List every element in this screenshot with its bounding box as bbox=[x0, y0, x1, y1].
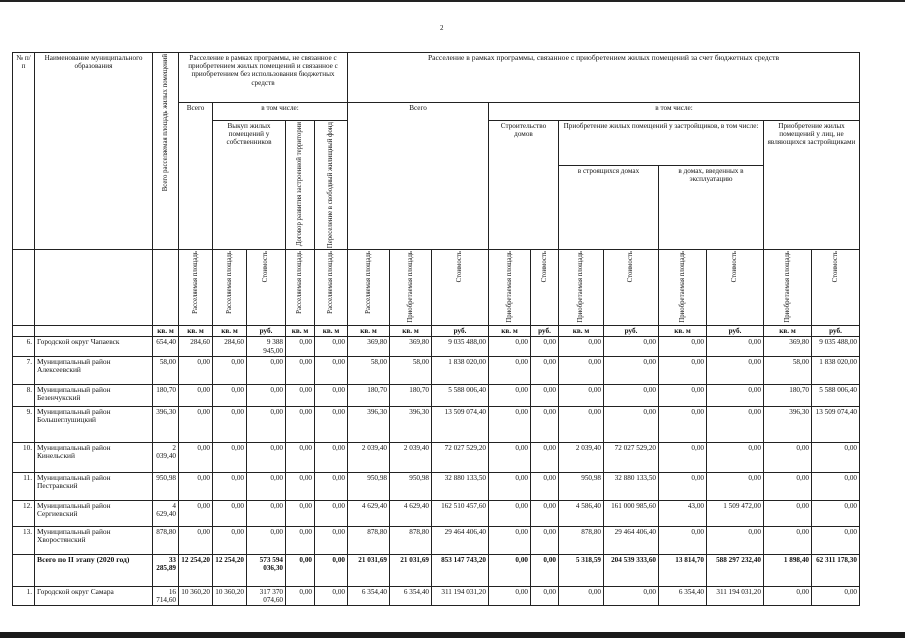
value-cell: 0,00 bbox=[531, 500, 559, 526]
value-cell: 0,00 bbox=[659, 442, 707, 472]
table-row bbox=[13, 526, 860, 554]
value-cell: 72 027 529,20 bbox=[432, 442, 489, 472]
sub-cost-5: Стоимость bbox=[707, 250, 764, 326]
unit-cell: руб. bbox=[432, 326, 489, 337]
value-cell: 0,00 bbox=[659, 356, 707, 384]
sub-cost-3: Стоимость bbox=[531, 250, 559, 326]
sub-resettled-4: Расселяемая площадь bbox=[315, 250, 348, 326]
value-cell: 369,80 bbox=[764, 337, 812, 356]
value-cell: 0,00 bbox=[559, 356, 604, 384]
value-cell: 0,00 bbox=[604, 586, 659, 605]
row-number: 13. bbox=[13, 526, 35, 554]
value-cell: 29 464 406,40 bbox=[432, 526, 489, 554]
unit-cell: кв. м bbox=[489, 326, 531, 337]
row-number: 7. bbox=[13, 356, 35, 384]
value-cell: 0,00 bbox=[812, 526, 860, 554]
value-cell: 0,00 bbox=[247, 384, 286, 406]
value-cell: 0,00 bbox=[764, 472, 812, 500]
table-row bbox=[13, 356, 860, 384]
value-cell: 0,00 bbox=[286, 337, 315, 356]
value-cell: 0,00 bbox=[315, 356, 348, 384]
value-cell: 0,00 bbox=[315, 472, 348, 500]
table-row bbox=[13, 586, 860, 605]
value-cell: 0,00 bbox=[812, 586, 860, 605]
header-including-2: в том числе: bbox=[489, 103, 860, 121]
value-cell: 0,00 bbox=[213, 356, 247, 384]
value-cell: 0,00 bbox=[659, 337, 707, 356]
value-cell: 2 039,40 bbox=[348, 442, 390, 472]
scan-edge-bottom bbox=[0, 632, 905, 638]
sub-cost-6: Стоимость bbox=[812, 250, 860, 326]
value-cell: 0,00 bbox=[247, 442, 286, 472]
municipality-name: Муниципальный район Хворостянский bbox=[35, 526, 153, 554]
value-cell: 588 297 232,40 bbox=[707, 554, 764, 586]
value-cell: 21 031,69 bbox=[348, 554, 390, 586]
value-cell: 13 509 074,40 bbox=[432, 406, 489, 442]
value-cell: 0,00 bbox=[659, 406, 707, 442]
value-cell: 0,00 bbox=[213, 442, 247, 472]
value-cell: 878,80 bbox=[390, 526, 432, 554]
value-cell: 1 509 472,00 bbox=[707, 500, 764, 526]
value-cell: 0,00 bbox=[531, 554, 559, 586]
table-row bbox=[13, 337, 860, 356]
sub-cost-4: Стоимость bbox=[604, 250, 659, 326]
row-number bbox=[13, 554, 35, 586]
value-cell: 0,00 bbox=[604, 406, 659, 442]
value-cell: 0,00 bbox=[286, 356, 315, 384]
table-row bbox=[13, 554, 860, 586]
municipality-name: Всего по II этапу (2020 год) bbox=[35, 554, 153, 586]
header-total-1: Всего bbox=[179, 103, 213, 250]
value-cell: 0,00 bbox=[531, 526, 559, 554]
value-cell: 0,00 bbox=[707, 356, 764, 384]
value-cell: 0,00 bbox=[213, 500, 247, 526]
value-cell: 0,00 bbox=[247, 472, 286, 500]
value-cell: 6 354,40 bbox=[348, 586, 390, 605]
units-row bbox=[13, 326, 860, 337]
value-cell: 0,00 bbox=[315, 406, 348, 442]
value-cell: 1 898,40 bbox=[764, 554, 812, 586]
header-free-fund: Переселение в свободный жилищный фонд bbox=[315, 121, 348, 250]
value-cell: 0,00 bbox=[286, 384, 315, 406]
sub-acquired-3: Приобретаемая площадь bbox=[559, 250, 604, 326]
value-cell: 180,70 bbox=[764, 384, 812, 406]
value-cell: 0,00 bbox=[812, 472, 860, 500]
header-group-budget: Расселение в рамках программы, связанное с приобретением жилых помещений за счет бюджетных средств bbox=[348, 53, 860, 103]
value-cell: 0,00 bbox=[286, 406, 315, 442]
value-cell: 4 629,40 bbox=[153, 500, 179, 526]
value-cell: 180,70 bbox=[348, 384, 390, 406]
value-cell: 1 838 020,00 bbox=[432, 356, 489, 384]
sub-acquired-4: Приобретаемая площадь bbox=[659, 250, 707, 326]
table-row bbox=[13, 500, 860, 526]
value-cell: 0,00 bbox=[559, 384, 604, 406]
value-cell: 58,00 bbox=[390, 356, 432, 384]
unit-cell: кв. м bbox=[559, 326, 604, 337]
value-cell: 317 370 074,60 bbox=[247, 586, 286, 605]
table-body bbox=[13, 337, 860, 606]
value-cell: 878,80 bbox=[153, 526, 179, 554]
page-number: 2 bbox=[440, 24, 444, 32]
value-cell: 0,00 bbox=[489, 442, 531, 472]
unit-cell: руб. bbox=[531, 326, 559, 337]
header-name: Наименование муниципального образования bbox=[35, 53, 153, 250]
value-cell: 0,00 bbox=[213, 472, 247, 500]
value-cell: 396,30 bbox=[390, 406, 432, 442]
sub-cost-1: Стоимость bbox=[247, 250, 286, 326]
sub-resettled-1: Расселяемая площадь bbox=[179, 250, 213, 326]
value-cell: 2 039,40 bbox=[390, 442, 432, 472]
value-cell: 1 838 020,00 bbox=[812, 356, 860, 384]
sub-acquired-2: Приобретаемая площадь bbox=[489, 250, 531, 326]
value-cell: 0,00 bbox=[489, 406, 531, 442]
value-cell: 0,00 bbox=[559, 337, 604, 356]
value-cell: 284,60 bbox=[179, 337, 213, 356]
value-cell: 58,00 bbox=[348, 356, 390, 384]
row-number: 12. bbox=[13, 500, 35, 526]
table-row bbox=[13, 384, 860, 406]
header-acq-non-developers: Приобретение жилых помещений у лиц, не являющихся застройщиками bbox=[764, 121, 860, 250]
value-cell: 0,00 bbox=[179, 472, 213, 500]
value-cell: 0,00 bbox=[604, 356, 659, 384]
sub-resettled-5: Расселяемая площадь bbox=[348, 250, 390, 326]
value-cell: 4 629,40 bbox=[390, 500, 432, 526]
value-cell: 5 588 006,40 bbox=[432, 384, 489, 406]
header-dev-contract: Договор развития застроенной территории bbox=[286, 121, 315, 250]
municipality-name: Муниципальный район Безенчукский bbox=[35, 384, 153, 406]
sub-cost-2: Стоимость bbox=[432, 250, 489, 326]
row-number: 11. bbox=[13, 472, 35, 500]
header-in-construction: в строящихся домах bbox=[559, 165, 659, 250]
value-cell: 0,00 bbox=[213, 526, 247, 554]
sub-resettled-2: Расселяемая площадь bbox=[213, 250, 247, 326]
value-cell: 0,00 bbox=[707, 526, 764, 554]
value-cell: 0,00 bbox=[659, 526, 707, 554]
unit-cell: кв. м bbox=[315, 326, 348, 337]
row-number: 9. bbox=[13, 406, 35, 442]
value-cell: 0,00 bbox=[531, 356, 559, 384]
municipality-name: Муниципальный район Кинельский bbox=[35, 442, 153, 472]
value-cell: 12 254,20 bbox=[213, 554, 247, 586]
value-cell: 0,00 bbox=[707, 442, 764, 472]
unit-cell: кв. м bbox=[348, 326, 390, 337]
value-cell: 12 254,20 bbox=[179, 554, 213, 586]
value-cell: 0,00 bbox=[489, 337, 531, 356]
value-cell: 0,00 bbox=[315, 526, 348, 554]
value-cell: 9 035 488,00 bbox=[432, 337, 489, 356]
sub-resettled-3: Расселяемая площадь bbox=[286, 250, 315, 326]
unit-cell: руб. bbox=[812, 326, 860, 337]
value-cell: 0,00 bbox=[489, 472, 531, 500]
municipality-name: Городской округ Чапаевск bbox=[35, 337, 153, 356]
value-cell: 0,00 bbox=[531, 586, 559, 605]
value-cell: 0,00 bbox=[315, 500, 348, 526]
value-cell: 33 285,89 bbox=[153, 554, 179, 586]
header-group-no-acquisition: Расселение в рамках программы, не связанное с приобретением жилых помещений и связанное с приобретением без использования бюджетных средств bbox=[179, 53, 348, 103]
row-number: 6. bbox=[13, 337, 35, 356]
value-cell: 2 039,40 bbox=[153, 442, 179, 472]
table-row bbox=[13, 472, 860, 500]
value-cell: 369,80 bbox=[390, 337, 432, 356]
value-cell: 10 360,20 bbox=[213, 586, 247, 605]
value-cell: 0,00 bbox=[286, 586, 315, 605]
value-cell: 0,00 bbox=[179, 442, 213, 472]
header-buyout: Выкуп жилых помещений у собственников bbox=[213, 121, 286, 250]
value-cell: 0,00 bbox=[764, 526, 812, 554]
value-cell: 10 360,20 bbox=[179, 586, 213, 605]
value-cell: 0,00 bbox=[764, 586, 812, 605]
unit-cell: кв. м bbox=[213, 326, 247, 337]
value-cell: 13 814,70 bbox=[659, 554, 707, 586]
value-cell: 0,00 bbox=[531, 337, 559, 356]
value-cell: 62 311 178,30 bbox=[812, 554, 860, 586]
value-cell: 43,00 bbox=[659, 500, 707, 526]
value-cell: 32 880 133,50 bbox=[604, 472, 659, 500]
header-acq-developers: Приобретение жилых помещений у застройщиков, в том числе: bbox=[559, 121, 764, 166]
value-cell: 950,98 bbox=[153, 472, 179, 500]
row-number: 8. bbox=[13, 384, 35, 406]
value-cell: 58,00 bbox=[153, 356, 179, 384]
value-cell: 950,98 bbox=[559, 472, 604, 500]
value-cell: 0,00 bbox=[659, 472, 707, 500]
value-cell: 0,00 bbox=[707, 406, 764, 442]
value-cell: 878,80 bbox=[559, 526, 604, 554]
value-cell: 0,00 bbox=[213, 384, 247, 406]
value-cell: 0,00 bbox=[315, 337, 348, 356]
value-cell: 5 318,59 bbox=[559, 554, 604, 586]
value-cell: 180,70 bbox=[390, 384, 432, 406]
value-cell: 9 035 488,00 bbox=[812, 337, 860, 356]
value-cell: 0,00 bbox=[531, 472, 559, 500]
value-cell: 0,00 bbox=[286, 500, 315, 526]
header-no: № п/п bbox=[13, 53, 35, 250]
value-cell: 950,98 bbox=[348, 472, 390, 500]
value-cell: 0,00 bbox=[315, 586, 348, 605]
value-cell: 204 539 333,60 bbox=[604, 554, 659, 586]
value-cell: 180,70 bbox=[153, 384, 179, 406]
header-in-operational: в домах, введенных в эксплуатацию bbox=[659, 165, 764, 250]
value-cell: 6 354,40 bbox=[390, 586, 432, 605]
value-cell: 311 194 031,20 bbox=[432, 586, 489, 605]
value-cell: 0,00 bbox=[489, 586, 531, 605]
unit-cell: руб. bbox=[604, 326, 659, 337]
unit-cell: руб. bbox=[247, 326, 286, 337]
value-cell: 284,60 bbox=[213, 337, 247, 356]
value-cell: 0,00 bbox=[247, 356, 286, 384]
value-cell: 0,00 bbox=[247, 526, 286, 554]
table-row bbox=[13, 406, 860, 442]
value-cell: 0,00 bbox=[812, 500, 860, 526]
value-cell: 0,00 bbox=[707, 472, 764, 500]
value-cell: 0,00 bbox=[531, 406, 559, 442]
sub-acquired-5: Приобретаемая площадь bbox=[764, 250, 812, 326]
value-cell: 0,00 bbox=[489, 356, 531, 384]
unit-cell: кв. м bbox=[179, 326, 213, 337]
value-cell: 950,98 bbox=[390, 472, 432, 500]
unit-cell: кв. м bbox=[286, 326, 315, 337]
value-cell: 0,00 bbox=[531, 384, 559, 406]
value-cell: 0,00 bbox=[179, 500, 213, 526]
value-cell: 0,00 bbox=[179, 526, 213, 554]
value-cell: 32 880 133,50 bbox=[432, 472, 489, 500]
value-cell: 21 031,69 bbox=[390, 554, 432, 586]
value-cell: 0,00 bbox=[286, 442, 315, 472]
sub-acquired-1: Приобретаемая площадь bbox=[390, 250, 432, 326]
resettlement-table bbox=[12, 52, 860, 606]
table-row bbox=[13, 442, 860, 472]
value-cell: 0,00 bbox=[559, 586, 604, 605]
value-cell: 0,00 bbox=[604, 337, 659, 356]
value-cell: 13 509 074,40 bbox=[812, 406, 860, 442]
municipality-name: Муниципальный район Большеглушицкий bbox=[35, 406, 153, 442]
value-cell: 0,00 bbox=[315, 554, 348, 586]
header-total-area: Всего расселяемая площадь жилых помещений bbox=[153, 53, 179, 250]
value-cell: 0,00 bbox=[659, 384, 707, 406]
row-number: 1. bbox=[13, 586, 35, 605]
value-cell: 0,00 bbox=[179, 356, 213, 384]
value-cell: 4 586,40 bbox=[559, 500, 604, 526]
value-cell: 5 588 006,40 bbox=[812, 384, 860, 406]
unit-cell: кв. м bbox=[659, 326, 707, 337]
value-cell: 72 027 529,20 bbox=[604, 442, 659, 472]
value-cell: 6 354,40 bbox=[659, 586, 707, 605]
value-cell: 573 594 036,30 bbox=[247, 554, 286, 586]
value-cell: 16 714,60 bbox=[153, 586, 179, 605]
value-cell: 162 510 457,60 bbox=[432, 500, 489, 526]
value-cell: 0,00 bbox=[489, 554, 531, 586]
value-cell: 396,30 bbox=[764, 406, 812, 442]
value-cell: 2 039,40 bbox=[559, 442, 604, 472]
header-including-1: в том числе: bbox=[213, 103, 348, 121]
value-cell: 654,40 bbox=[153, 337, 179, 356]
value-cell: 0,00 bbox=[764, 500, 812, 526]
header-construction: Строительство домов bbox=[489, 121, 559, 250]
value-cell: 0,00 bbox=[315, 384, 348, 406]
value-cell: 0,00 bbox=[179, 406, 213, 442]
value-cell: 0,00 bbox=[812, 442, 860, 472]
value-cell: 0,00 bbox=[707, 337, 764, 356]
value-cell: 29 464 406,40 bbox=[604, 526, 659, 554]
scan-edge-top bbox=[0, 0, 905, 2]
value-cell: 878,80 bbox=[348, 526, 390, 554]
value-cell: 0,00 bbox=[247, 406, 286, 442]
header-total-2: Всего bbox=[348, 103, 489, 250]
value-cell: 0,00 bbox=[559, 406, 604, 442]
municipality-name: Муниципальный район Сергиевский bbox=[35, 500, 153, 526]
unit-cell: кв. м bbox=[390, 326, 432, 337]
value-cell: 0,00 bbox=[489, 500, 531, 526]
unit-cell: кв. м bbox=[153, 326, 179, 337]
municipality-name: Городской округ Самара bbox=[35, 586, 153, 605]
value-cell: 0,00 bbox=[531, 442, 559, 472]
value-cell: 161 000 985,60 bbox=[604, 500, 659, 526]
municipality-name: Муниципальный район Пестравский bbox=[35, 472, 153, 500]
value-cell: 0,00 bbox=[764, 442, 812, 472]
value-cell: 369,80 bbox=[348, 337, 390, 356]
value-cell: 311 194 031,20 bbox=[707, 586, 764, 605]
value-cell: 0,00 bbox=[489, 384, 531, 406]
value-cell: 0,00 bbox=[213, 406, 247, 442]
value-cell: 0,00 bbox=[489, 526, 531, 554]
row-number: 10. bbox=[13, 442, 35, 472]
municipality-name: Муниципальный район Алексеевский bbox=[35, 356, 153, 384]
value-cell: 58,00 bbox=[764, 356, 812, 384]
value-cell: 0,00 bbox=[247, 500, 286, 526]
value-cell: 0,00 bbox=[315, 442, 348, 472]
value-cell: 0,00 bbox=[286, 472, 315, 500]
value-cell: 396,30 bbox=[348, 406, 390, 442]
unit-cell: кв. м bbox=[764, 326, 812, 337]
value-cell: 396,30 bbox=[153, 406, 179, 442]
value-cell: 0,00 bbox=[179, 384, 213, 406]
value-cell: 0,00 bbox=[286, 554, 315, 586]
value-cell: 4 629,40 bbox=[348, 500, 390, 526]
value-cell: 9 388 945,00 bbox=[247, 337, 286, 356]
value-cell: 0,00 bbox=[286, 526, 315, 554]
value-cell: 853 147 743,20 bbox=[432, 554, 489, 586]
unit-cell: руб. bbox=[707, 326, 764, 337]
value-cell: 0,00 bbox=[604, 384, 659, 406]
value-cell: 0,00 bbox=[707, 384, 764, 406]
